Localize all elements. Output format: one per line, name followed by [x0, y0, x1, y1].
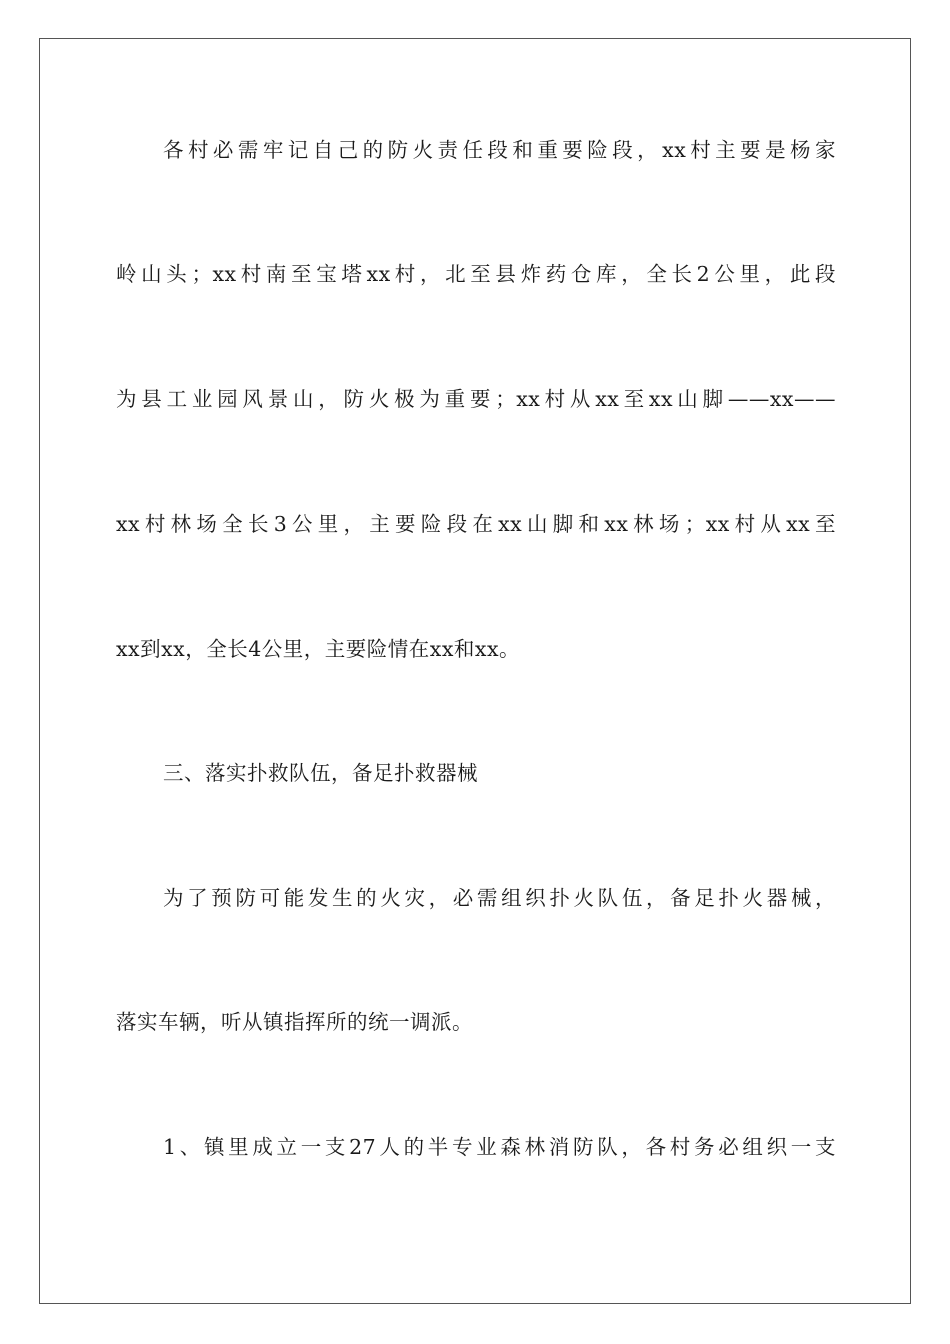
paragraph-line-1: 各村必需牢记自己的防火责任段和重要险段，xx村主要是杨家 [163, 138, 836, 162]
paragraph-line-3: 为县工业园风景山，防火极为重要；xx村从xx至xx山脚——xx—— [116, 387, 836, 411]
paragraph-line-5: xx到xx，全长4公里，主要险情在xx和xx。 [116, 637, 521, 661]
page-frame [39, 38, 911, 1304]
paragraph-line-8: 1、镇里成立一支27人的半专业森林消防队，各村务必组织一支 [163, 1135, 836, 1159]
paragraph-line-2: 岭山头；xx村南至宝塔xx村，北至县炸药仓库，全长2公里，此段 [116, 262, 836, 286]
paragraph-line-6: 为了预防可能发生的火灾，必需组织扑火队伍，备足扑火器械， [163, 886, 836, 910]
paragraph-line-4: xx村林场全长3公里，主要险段在xx山脚和xx林场；xx村从xx至 [116, 512, 836, 536]
paragraph-line-7: 落实车辆，听从镇指挥所的统一调派。 [116, 1010, 473, 1034]
section-heading: 三、落实扑救队伍，备足扑救器械 [163, 761, 478, 785]
